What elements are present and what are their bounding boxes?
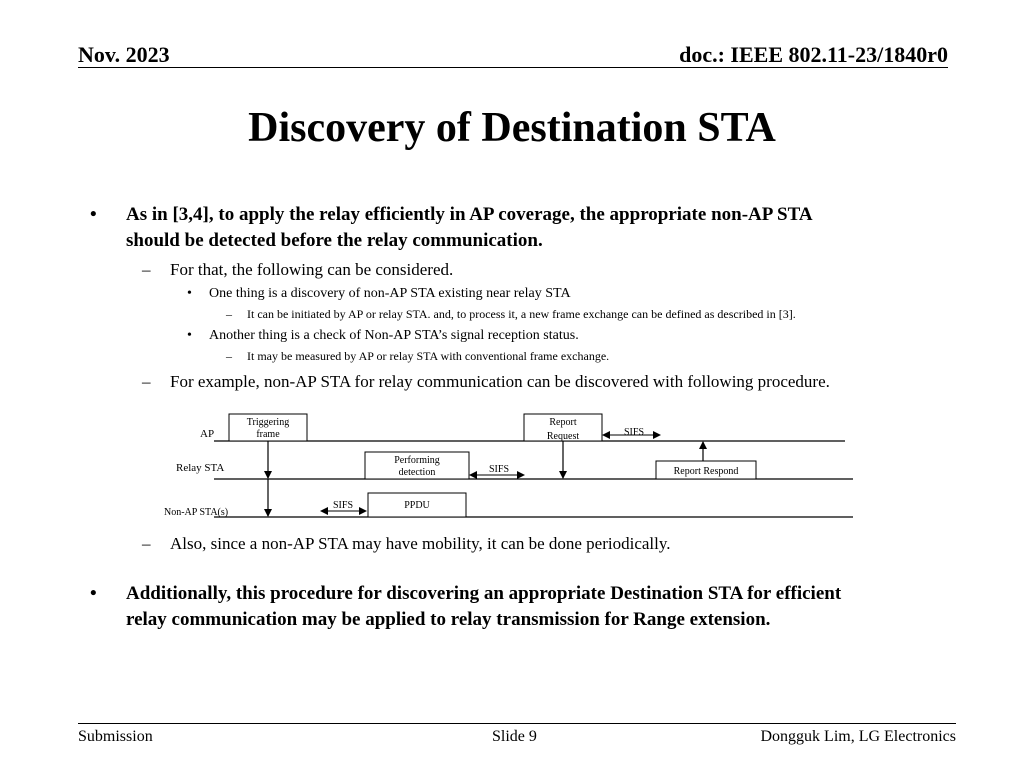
sub-item-3: Also, since a non-AP STA may have mobility, it can be done periodically. — [170, 534, 671, 553]
relay-label: Relay STA — [176, 462, 225, 474]
sub-item-1a: One thing is a discovery of non-AP STA existing near relay STA — [209, 286, 571, 301]
bullet-1-line-2: should be detected before the relay communication. — [126, 230, 543, 251]
header-doc-id: doc.: IEEE 802.11-23/1840r0 — [679, 42, 948, 67]
sub-item-1a-1: It can be initiated by AP or relay STA. and, to process it, a new frame exchange can be defined as described in [3]. — [247, 307, 796, 321]
bullet-2-line-1: Additionally, this procedure for discovering an appropriate Destination STA for efficient — [126, 583, 842, 604]
dash-mark: – — [142, 372, 151, 391]
footer-rule — [78, 723, 956, 724]
ap-label: AP — [200, 428, 215, 440]
performing-detection-label-1: Performing — [394, 455, 440, 466]
bullet-2-line-2: relay communication may be applied to relay transmission for Range extension. — [126, 609, 771, 630]
dash-mark-small: – — [226, 349, 232, 363]
triggering-frame-label-1: Triggering — [246, 417, 290, 428]
bullet-mark: • — [90, 583, 97, 604]
dash-mark: – — [142, 534, 151, 553]
footer-author: Dongguk Lim, LG Electronics — [760, 728, 956, 745]
frame-exchange-diagram — [0, 400, 1024, 530]
bullet-1-line-1: As in [3,4], to apply the relay efficiently in AP coverage, the appropriate non-AP STA — [126, 204, 813, 225]
footer-slide-number: Slide 9 — [492, 728, 537, 745]
report-request-label-1: Report — [549, 417, 577, 428]
bullet-mark: • — [90, 204, 97, 225]
sub-item-1: For that, the following can be considered. — [170, 260, 454, 279]
sifs-label-nonap: SIFS — [333, 500, 354, 511]
sub-item-2: For example, non-AP STA for relay communication can be discovered with following procedure. — [170, 372, 830, 391]
performing-detection-label-2: detection — [398, 467, 436, 478]
report-respond-label: Report Respond — [673, 466, 739, 477]
nonap-label: Non-AP STA(s) — [164, 507, 229, 518]
report-request-label-2: Request — [546, 431, 580, 442]
sub-item-1b-1: It may be measured by AP or relay STA with conventional frame exchange. — [247, 349, 610, 363]
footer-submission: Submission — [78, 728, 153, 745]
sub-item-1b: Another thing is a check of Non-AP STA’s signal reception status. — [209, 328, 579, 343]
header-date: Nov. 2023 — [78, 42, 170, 67]
bullet-mark-small: • — [187, 286, 192, 301]
ppdu-label: PPDU — [404, 500, 430, 511]
dash-mark: – — [142, 260, 151, 279]
slide-title: Discovery of Destination STA — [248, 105, 776, 151]
bullet-mark-small: • — [187, 328, 192, 343]
dash-mark-small: – — [226, 307, 232, 321]
header-rule — [78, 67, 948, 68]
sifs-label-relay: SIFS — [489, 464, 510, 475]
sifs-label-ap: SIFS — [624, 427, 645, 438]
bullet-2 — [126, 581, 841, 633]
triggering-frame-label-2: frame — [256, 429, 280, 440]
bullet-1 — [126, 202, 813, 254]
